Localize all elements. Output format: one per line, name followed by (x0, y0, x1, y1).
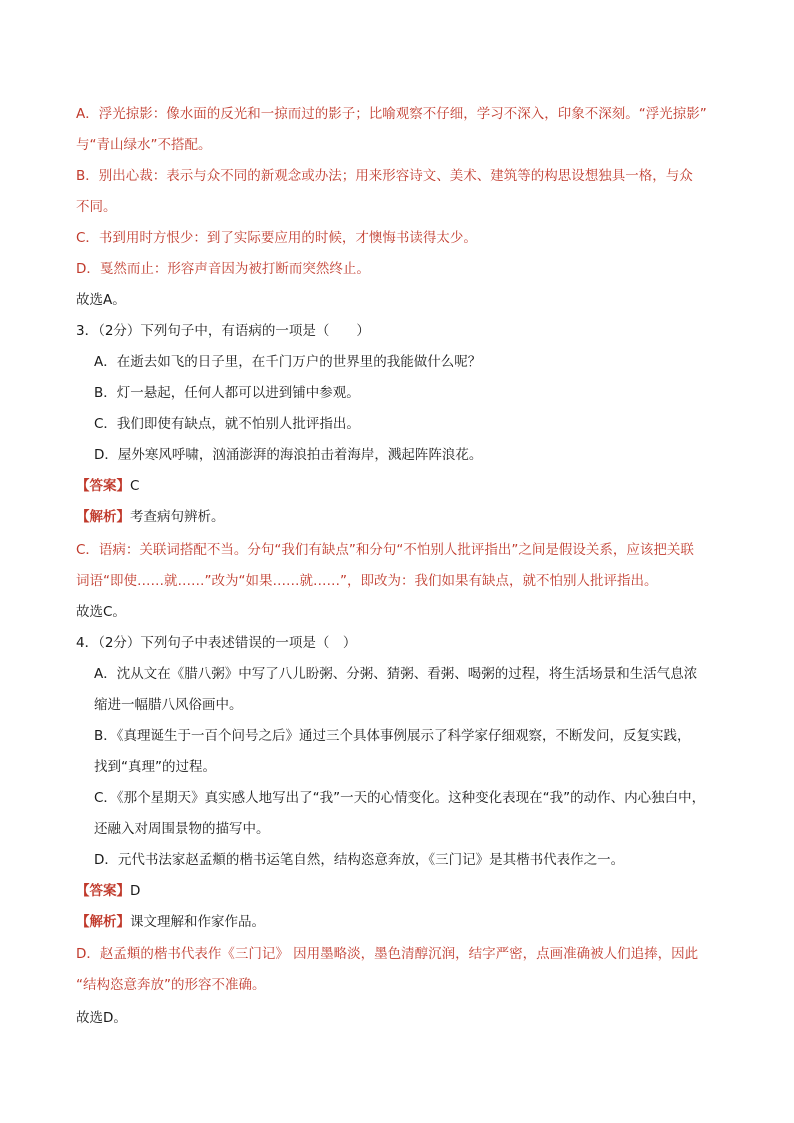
q4-option-c2: 还融入对周围景物的描写中。 (94, 821, 270, 837)
q2-analysis-line-d: D．戛然而止：形容声音因为被打断而突然终止。 (76, 261, 370, 277)
q4-option-d: D．元代书法家赵孟頫的楷书运笔自然，结构恣意奔放，《三门记》是其楷书代表作之一。 (94, 852, 625, 868)
analysis-tag: 【解析】 (76, 914, 130, 930)
q3-stem: 3．（2分）下列句子中，有语病的一项是（ ） (76, 323, 370, 339)
q4-analysis-line-2: “结构恣意奔放”的形容不准确。 (76, 977, 266, 993)
q3-answer (76, 476, 139, 496)
analysis-tag: 【解析】 (76, 509, 130, 525)
q2-analysis-line-a2: 与“青山绿水”不搭配。 (76, 137, 212, 153)
q3-option-a: A．在逝去如飞的日子里，在千门万户的世界里的我能做什么呢？ (94, 354, 482, 370)
q3-analysis-header (76, 507, 225, 527)
analysis-intro: 考查病句辨析。 (130, 509, 225, 525)
q4-conclusion: 故选D。 (76, 1010, 127, 1026)
answer-tag: 【答案】 (76, 478, 130, 494)
q3-option-d: D．屋外寒风呼啸，汹涌澎湃的海浪拍击着海岸，溅起阵阵浪花。 (94, 447, 483, 463)
q4-option-a2: 缩进一幅腊八风俗画中。 (94, 697, 243, 713)
q4-answer (76, 881, 140, 901)
q4-stem: 4．（2分）下列句子中表述错误的一项是（ ） (76, 635, 357, 651)
q2-analysis-line-a1: A．浮光掠影：像水面的反光和一掠而过的影子；比喻观察不仔细，学习不深入，印象不深刻。“浮光掠影” (76, 106, 707, 122)
analysis-intro: 课文理解和作家作品。 (130, 914, 265, 930)
q2-analysis-line-c: C．书到用时方恨少：到了实际要应用的时候，才懊悔书读得太少。 (76, 230, 477, 246)
q3-analysis-line-2: 词语“即使……就……”改为“如果……就……”，即改为：我们如果有缺点，就不怕别人批评指出。 (76, 573, 658, 589)
answer-value: D (130, 883, 141, 899)
q3-option-b: B．灯一悬起，任何人都可以进到铺中参观。 (94, 385, 360, 401)
q4-option-a1: A．沈从文在《腊八粥》中写了八儿盼粥、分粥、猜粥、看粥、喝粥的过程，将生活场景和生活气息浓 (94, 666, 698, 682)
q4-option-c1: C．《那个星期天》真实感人地写出了“我”一天的心情变化。这种变化表现在“我”的动作、内心独白中， (94, 790, 706, 806)
q3-analysis-line-1: C．语病：关联词搭配不当。分句“我们有缺点”和分句“不怕别人批评指出”之间是假设关系，应该把关联 (76, 542, 694, 558)
answer-tag: 【答案】 (76, 883, 130, 899)
answer-value: C (130, 478, 140, 494)
q4-analysis-header (76, 912, 265, 932)
q3-conclusion: 故选C。 (76, 604, 126, 620)
q2-analysis-line-b2: 不同。 (76, 199, 117, 215)
q3-option-c: C．我们即使有缺点，就不怕别人批评指出。 (94, 416, 360, 432)
q4-option-b2: 找到“真理”的过程。 (94, 759, 216, 775)
q4-analysis-line-1: D．赵孟頫的楷书代表作《三门记》 因用墨略淡，墨色清醇沉润，结字严密，点画准确被人们追捧，因此 (76, 946, 699, 962)
q2-analysis-line-b1: B．别出心裁：表示与众不同的新观念或办法；用来形容诗文、美术、建筑等的构思设想独具一格，与众 (76, 168, 693, 184)
q4-option-b1: B．《真理诞生于一百个问号之后》通过三个具体事例展示了科学家仔细观察，不断发问，反复实践， (94, 728, 691, 744)
q2-conclusion: 故选A。 (76, 292, 126, 308)
